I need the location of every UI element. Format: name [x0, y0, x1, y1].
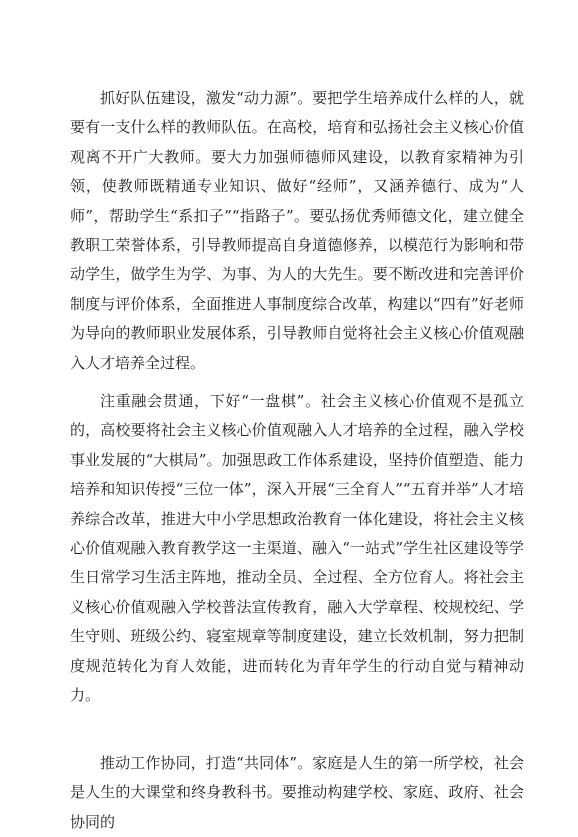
paragraph-integration: 注重融会贯通，下好“一盘棋”。社会主义核心价值观不是孤立的，高校要将社会主义核心价值观融入人才培养的全过程，融入学校事业发展的“大棋局”。加强思政工作体系建设，坚持价值塑造、能力培养和知识传授“三位一体”，深入开展“三全育人”“五育并举”人才培养综合改革，推进大中小学思想政治教育一体化建设，将社会主义核心价值观融入教育教学这一主渠道、融入“一站式”学生社区建设等学生日常学习生活主阵地，推动全员、全过程、全方位育人。将社会主义核心价值观融入学校普法宣传教育，融入大学章程、校规校纪、学生守则、班级公约、寝室规章等制度建设，建立长效机制，努力把制度规范转化为育人效能，进而转化为青年学生的行动自觉与精神动力。 — [70, 392, 524, 705]
paragraph-collaboration: 推动工作协同，打造“共同体”。家庭是人生的第一所学校，社会是人生的大课堂和终身教科书。要推动构建学校、家庭、政府、社会协同的 — [70, 754, 524, 831]
paragraph-team-building: 抓好队伍建设，激发“动力源”。要把学生培养成什么样的人，就要有一支什么样的教师队伍。在高校，培育和弘扬社会主义核心价值观离不开广大教师。要大力加强师德师风建设，以教育家精神为引领，使教师既精通专业知识、做好“经师”，又涵养德行、成为“人师”，帮助学生“系扣子”“指路子”。要弘扬优秀师德文化，建立健全教职工荣誉体系，引导教师提高自身道德修养，以模范行为影响和带动学生，做学生为学、为事、为人的大先生。要不断改进和完善评价制度与评价体系，全面推进人事制度综合改革，构建以“四有”好老师为导向的教师职业发展体系，引导教师自觉将社会主义核心价值观融入人才培养全过程。 — [70, 89, 524, 372]
